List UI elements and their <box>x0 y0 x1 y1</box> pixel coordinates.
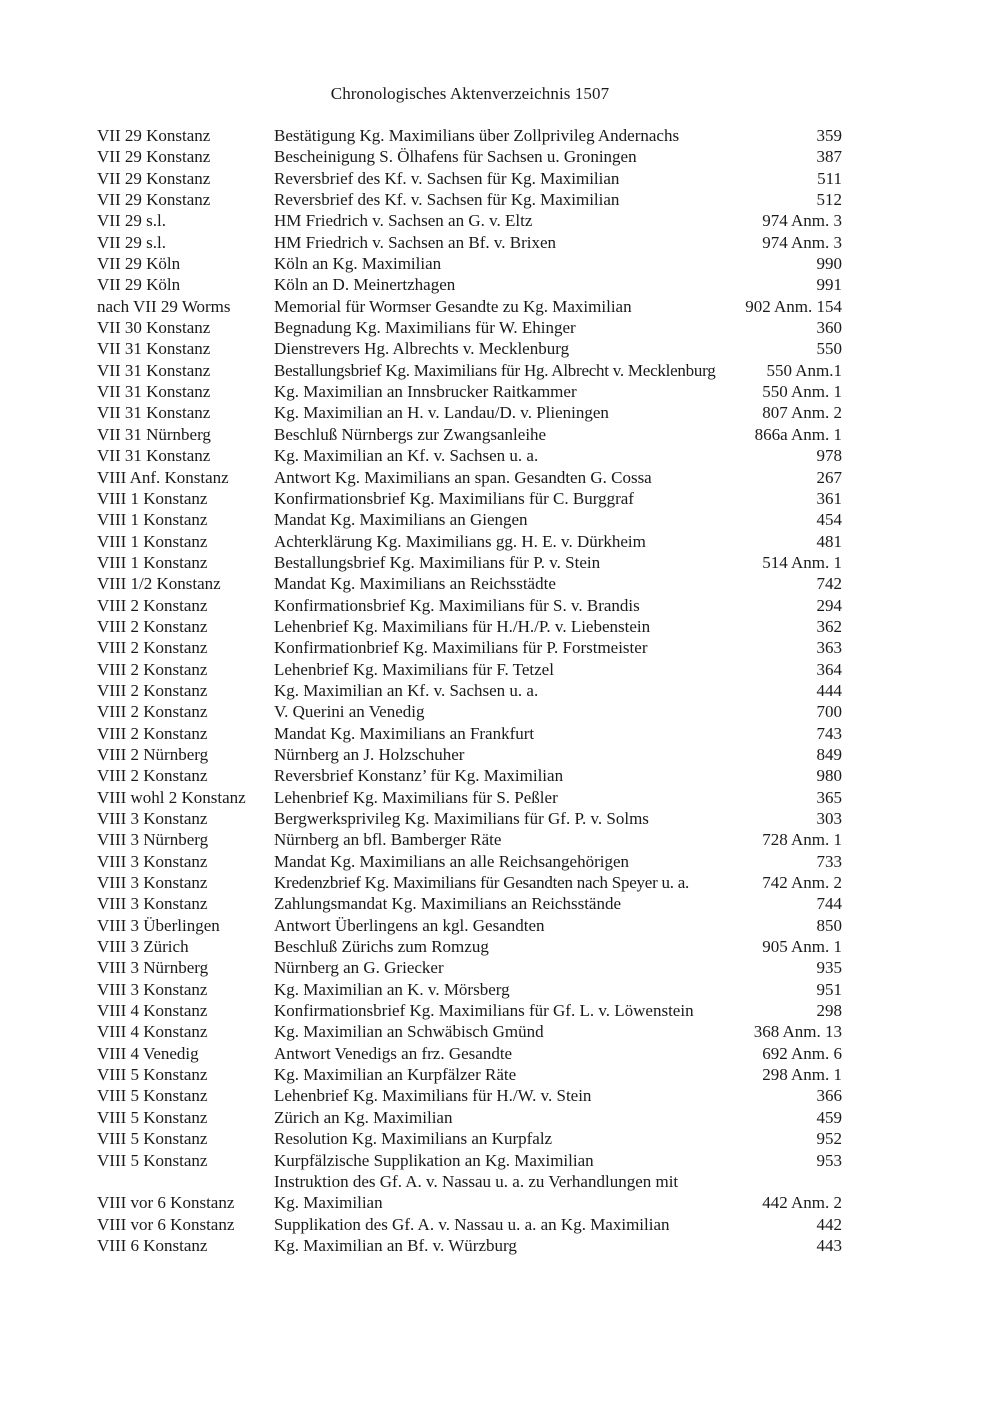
entry-description: HM Friedrich v. Sachsen an G. v. Eltz <box>274 211 533 231</box>
entry-row <box>97 1171 842 1214</box>
entry-reference-number: 980 <box>816 766 842 786</box>
entry-description: Reversbrief des Kf. v. Sachsen für Kg. Maximilian <box>274 190 620 210</box>
entry-reference-number: 952 <box>816 1129 842 1149</box>
entry-description: Mandat Kg. Maximilians an Frankfurt <box>274 723 535 743</box>
entry-row <box>97 637 842 658</box>
entry-row <box>97 232 842 253</box>
entry-description: Reversbrief des Kf. v. Sachsen für Kg. Maximilian <box>274 168 620 188</box>
entry-row <box>97 936 842 957</box>
entry-date: VII 29 Köln <box>97 275 181 295</box>
entry-description: Memorial für Wormser Gesandte zu Kg. Maximilian <box>274 296 632 316</box>
entry-reference-number: 902 Anm. 154 <box>745 296 842 316</box>
entry-date: VII 29 Konstanz <box>97 168 211 188</box>
entry-date: VII 31 Konstanz <box>97 382 211 402</box>
entry-description: Mandat Kg. Maximilians an Reichsstädte <box>274 574 556 594</box>
entry-reference-number: 550 Anm. 1 <box>762 382 842 402</box>
entry-reference-number: 849 <box>816 744 842 764</box>
entry-description: Zürich an Kg. Maximilian <box>274 1107 453 1127</box>
entry-date: VIII 3 Konstanz <box>97 894 208 914</box>
entry-reference-number: 991 <box>816 275 842 295</box>
entry-date: VIII 2 Konstanz <box>97 723 208 743</box>
entry-description: Reversbrief Konstanz’ für Kg. Maximilian <box>274 766 564 786</box>
entry-reference-number: 368 Anm. 13 <box>753 1022 842 1042</box>
entry-row <box>97 253 842 274</box>
entry-reference-number: 366 <box>816 1086 842 1106</box>
entry-reference-number: 951 <box>816 979 842 999</box>
entry-date: VIII 4 Konstanz <box>97 1022 208 1042</box>
entry-reference-number: 364 <box>816 659 842 679</box>
entry-row <box>97 979 842 1000</box>
entry-date: VII 30 Konstanz <box>97 318 211 338</box>
entry-reference-number: 512 <box>816 190 842 210</box>
entry-description: V. Querini an Venedig <box>274 702 425 722</box>
entry-date: VIII 3 Nürnberg <box>97 958 209 978</box>
entry-date: VIII 6 Konstanz <box>97 1235 208 1255</box>
entry-reference-number: 733 <box>816 851 842 871</box>
entry-reference-number: 866a Anm. 1 <box>754 424 842 444</box>
entry-date: VII 31 Nürnberg <box>97 424 211 444</box>
entry-date: VIII 1/2 Konstanz <box>97 574 221 594</box>
entry-date: VII 31 Konstanz <box>97 446 211 466</box>
entry-reference-number: 974 Anm. 3 <box>762 211 842 231</box>
entry-date: VIII 2 Konstanz <box>97 638 208 658</box>
entry-reference-number: 443 <box>816 1235 842 1255</box>
entry-row <box>97 787 842 808</box>
entry-row <box>97 616 842 637</box>
entry-description: Kg. Maximilian an Kurpfälzer Räte <box>274 1065 517 1085</box>
entry-row <box>97 744 842 765</box>
entry-row <box>97 1150 842 1171</box>
entry-reference-number: 743 <box>816 723 842 743</box>
entry-reference-number: 387 <box>816 147 842 167</box>
entry-row <box>97 1214 842 1235</box>
entry-description: Mandat Kg. Maximilians an alle Reichsangehörigen <box>274 851 630 871</box>
entry-reference-number: 442 <box>816 1214 842 1234</box>
entry-row <box>97 146 842 167</box>
entry-row <box>97 723 842 744</box>
entry-reference-number: 459 <box>816 1107 842 1127</box>
entry-reference-number: 362 <box>816 616 842 636</box>
entry-date: VIII 5 Konstanz <box>97 1065 208 1085</box>
entry-description: Konfirmationsbrief Kg. Maximilians für C. Burggraf <box>274 488 634 508</box>
entry-description: Konfirmationbrief Kg. Maximilians für P. Forstmeister <box>274 638 648 658</box>
entry-reference-number: 359 <box>816 126 842 145</box>
entry-reference-number: 550 <box>816 339 842 359</box>
entry-date: VIII vor 6 Konstanz <box>97 1193 235 1213</box>
entry-description: Kg. Maximilian an H. v. Landau/D. v. Plieningen <box>274 403 609 423</box>
entry-date: VII 29 Konstanz <box>97 190 211 210</box>
entry-date: VIII 5 Konstanz <box>97 1150 208 1170</box>
entry-reference-number: 442 Anm. 2 <box>762 1193 842 1213</box>
entry-date: VII 29 Köln <box>97 254 181 274</box>
entry-row <box>97 573 842 594</box>
entry-date: VIII 3 Konstanz <box>97 979 208 999</box>
entry-date: VII 31 Konstanz <box>97 360 211 380</box>
entry-row <box>97 509 842 530</box>
entry-description: Kg. Maximilian an K. v. Mörsberg <box>274 979 510 999</box>
entry-description: Bestallungsbrief Kg. Maximilians für P. v. Stein <box>274 552 601 572</box>
entry-row <box>97 1235 842 1256</box>
entry-date: VIII 3 Zürich <box>97 937 189 957</box>
entry-date: VII 29 Konstanz <box>97 126 211 145</box>
entry-reference-number: 298 Anm. 1 <box>762 1065 842 1085</box>
entry-reference-number: 481 <box>816 531 842 551</box>
entry-description: Antwort Überlingens an kgl. Gesandten <box>274 915 545 935</box>
entry-date: VIII 2 Nürnberg <box>97 744 209 764</box>
entry-date: VIII 2 Konstanz <box>97 680 208 700</box>
entry-description: Bestätigung Kg. Maximilians über Zollprivileg Andernachs <box>274 126 680 145</box>
entry-reference-number: 850 <box>816 915 842 935</box>
entry-date: VII 29 s.l. <box>97 232 166 252</box>
entry-date: VIII 1 Konstanz <box>97 552 208 572</box>
entry-reference-number: 454 <box>816 510 842 530</box>
entry-description: Konfirmationsbrief Kg. Maximilians für Gf. L. v. Löwenstein <box>274 1001 694 1021</box>
entry-date: VIII 3 Nürnberg <box>97 830 209 850</box>
entry-row <box>97 680 842 701</box>
entry-reference-number: 905 Anm. 1 <box>762 937 842 957</box>
entry-description: Mandat Kg. Maximilians an Giengen <box>274 510 528 530</box>
entry-description: Bestallungsbrief Kg. Maximilians für Hg. Albrecht v. Mecklenburg <box>274 360 716 380</box>
entry-description: Beschluß Nürnbergs zur Zwangsanleihe <box>274 424 547 444</box>
entry-description: Kg. Maximilian an Bf. v. Würzburg <box>274 1235 517 1255</box>
entry-reference-number: 692 Anm. 6 <box>762 1043 842 1063</box>
entry-date: VII 29 s.l. <box>97 211 166 231</box>
entry-date: VII 31 Konstanz <box>97 403 211 423</box>
entry-date: VII 29 Konstanz <box>97 147 211 167</box>
entry-row <box>97 467 842 488</box>
entry-row <box>97 1021 842 1042</box>
entry-description: Lehenbrief Kg. Maximilians für H./H./P. v. Liebenstein <box>274 616 651 636</box>
entry-description: Köln an D. Meinertzhagen <box>274 275 456 295</box>
entry-row <box>97 360 842 381</box>
entry-description: Lehenbrief Kg. Maximilians für F. Tetzel <box>274 659 554 679</box>
entry-row <box>97 872 842 893</box>
entry-description: Köln an Kg. Maximilian <box>274 254 442 274</box>
entry-row <box>97 765 842 786</box>
entry-reference-number: 953 <box>816 1150 842 1170</box>
entry-row <box>97 851 842 872</box>
entry-row <box>97 808 842 829</box>
entry-description: Kg. Maximilian an Schwäbisch Gmünd <box>274 1022 544 1042</box>
entry-row <box>97 701 842 722</box>
entry-description: Achterklärung Kg. Maximilians gg. H. E. v. Dürkheim <box>274 531 646 551</box>
entry-row <box>97 1107 842 1128</box>
entry-row <box>97 274 842 295</box>
page-header: Chronologisches Aktenverzeichnis 1507 <box>330 84 610 103</box>
entry-description: Kg. Maximilian an Kf. v. Sachsen u. a. <box>274 680 539 700</box>
entry-description: Antwort Venedigs an frz. Gesandte <box>274 1043 513 1063</box>
entry-date: VIII 4 Venedig <box>97 1043 199 1063</box>
entry-reference-number: 935 <box>816 958 842 978</box>
entry-date: VIII 2 Konstanz <box>97 702 208 722</box>
entry-description: HM Friedrich v. Sachsen an Bf. v. Brixen <box>274 232 557 252</box>
entry-row <box>97 381 842 402</box>
entry-date: nach VII 29 Worms <box>97 296 231 316</box>
entry-date: VIII 5 Konstanz <box>97 1129 208 1149</box>
entry-date: VIII 3 Konstanz <box>97 851 208 871</box>
entry-row <box>97 1064 842 1085</box>
entry-description: Kg. Maximilian an Kf. v. Sachsen u. a. <box>274 446 539 466</box>
entry-row <box>97 189 842 210</box>
entry-date: VIII 2 Konstanz <box>97 659 208 679</box>
entry-row <box>97 402 842 423</box>
entry-description: Dienstrevers Hg. Albrechts v. Mecklenburg <box>274 339 570 359</box>
entry-row <box>97 957 842 978</box>
entry-date: VIII 3 Konstanz <box>97 873 208 893</box>
entry-row <box>97 317 842 338</box>
entry-date: VIII 1 Konstanz <box>97 510 208 530</box>
entry-reference-number: 700 <box>816 702 842 722</box>
entry-row <box>97 531 842 552</box>
entry-description: Lehenbrief Kg. Maximilians für H./W. v. Stein <box>274 1086 592 1106</box>
entry-description: Nürnberg an bfl. Bamberger Räte <box>274 830 502 850</box>
entry-description: Zahlungsmandat Kg. Maximilians an Reichsstände <box>274 894 622 914</box>
entry-date: VIII 4 Konstanz <box>97 1001 208 1021</box>
entry-description: Resolution Kg. Maximilians an Kurpfalz <box>274 1129 553 1149</box>
entry-row <box>97 595 842 616</box>
entry-date: VIII 2 Konstanz <box>97 595 208 615</box>
entry-description: Konfirmationsbrief Kg. Maximilians für S. v. Brandis <box>274 595 640 615</box>
entry-reference-number: 511 <box>817 168 842 188</box>
entry-row <box>97 915 842 936</box>
entry-date: VIII wohl 2 Konstanz <box>97 787 246 807</box>
entry-row <box>97 445 842 466</box>
entry-reference-number: 514 Anm. 1 <box>762 552 842 572</box>
entry-row <box>97 424 842 445</box>
entry-reference-number: 298 <box>816 1001 842 1021</box>
entry-date: VIII 5 Konstanz <box>97 1086 208 1106</box>
entry-description: Beschluß Zürichs zum Romzug <box>274 937 489 957</box>
entry-description: Kurpfälzische Supplikation an Kg. Maximilian <box>274 1150 594 1170</box>
entry-row <box>97 210 842 231</box>
entry-reference-number: 267 <box>816 467 842 487</box>
entry-row <box>97 168 842 189</box>
entry-row <box>97 296 842 317</box>
entry-reference-number: 742 <box>816 574 842 594</box>
entry-list <box>97 125 842 1256</box>
entry-reference-number: 365 <box>816 787 842 807</box>
entry-description: Kg. Maximilian an Innsbrucker Raitkammer <box>274 382 577 402</box>
entry-date: VIII 2 Konstanz <box>97 616 208 636</box>
entry-row <box>97 125 842 146</box>
entry-row <box>97 1128 842 1149</box>
entry-description: Nürnberg an G. Griecker <box>274 958 444 978</box>
entry-date: VIII Anf. Konstanz <box>97 467 229 487</box>
entry-row <box>97 893 842 914</box>
entry-description: Supplikation des Gf. A. v. Nassau u. a. an Kg. Maximilian <box>274 1214 670 1234</box>
entry-reference-number: 744 <box>816 894 842 914</box>
entry-date: VIII 1 Konstanz <box>97 488 208 508</box>
entry-description: Instruktion des Gf. A. v. Nassau u. a. zu Verhandlungen mit Kg. Maximilian <box>274 1171 679 1213</box>
entry-reference-number: 807 Anm. 2 <box>762 403 842 423</box>
entry-description: Begnadung Kg. Maximilians für W. Ehinger <box>274 318 576 338</box>
entry-row <box>97 1000 842 1021</box>
entry-date: VIII vor 6 Konstanz <box>97 1214 235 1234</box>
entry-row <box>97 659 842 680</box>
entry-row <box>97 338 842 359</box>
entry-reference-number: 990 <box>816 254 842 274</box>
entry-reference-number: 550 Anm.1 <box>766 360 842 380</box>
entry-row <box>97 488 842 509</box>
entry-description: Lehenbrief Kg. Maximilians für S. Peßler <box>274 787 558 807</box>
entry-row <box>97 1085 842 1106</box>
entry-description: Bescheinigung S. Ölhafens für Sachsen u. Groningen <box>274 147 637 167</box>
entry-reference-number: 444 <box>816 680 842 700</box>
entry-description: Bergwerksprivileg Kg. Maximilians für Gf. P. v. Solms <box>274 809 649 828</box>
entry-date: VIII 2 Konstanz <box>97 766 208 786</box>
entry-reference-number: 978 <box>816 446 842 466</box>
entry-reference-number: 361 <box>816 488 842 508</box>
entry-row <box>97 552 842 573</box>
entry-date: VIII 3 Überlingen <box>97 915 220 935</box>
entry-row <box>97 829 842 850</box>
entry-reference-number: 303 <box>816 809 842 828</box>
entry-row <box>97 1043 842 1064</box>
entry-reference-number: 742 Anm. 2 <box>762 873 842 893</box>
entry-date: VIII 3 Konstanz <box>97 809 208 828</box>
entry-description: Nürnberg an J. Holzschuher <box>274 744 465 764</box>
entry-reference-number: 360 <box>816 318 842 338</box>
entry-reference-number: 363 <box>816 638 842 658</box>
entry-reference-number: 728 Anm. 1 <box>762 830 842 850</box>
entry-date: VIII 5 Konstanz <box>97 1107 208 1127</box>
entry-reference-number: 294 <box>816 595 842 615</box>
entry-reference-number: 974 Anm. 3 <box>762 232 842 252</box>
entry-date: VIII 1 Konstanz <box>97 531 208 551</box>
entry-description: Antwort Kg. Maximilians an span. Gesandten G. Cossa <box>274 467 652 487</box>
entry-date: VII 31 Konstanz <box>97 339 211 359</box>
entry-description: Kredenzbrief Kg. Maximilians für Gesandten nach Speyer u. a. <box>274 873 690 893</box>
